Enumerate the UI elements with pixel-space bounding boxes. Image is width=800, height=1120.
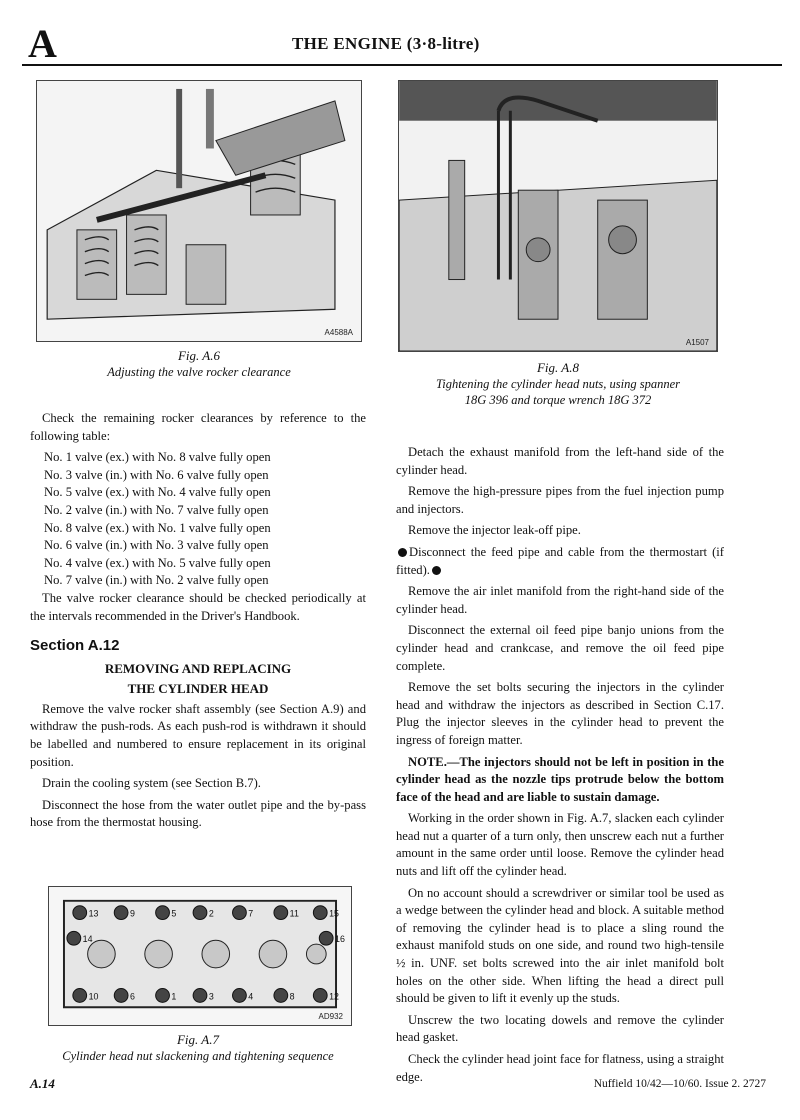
figure-code: AD932	[318, 1012, 343, 1021]
figure-a6-caption	[36, 348, 362, 380]
paragraph: Check the cylinder head joint face for flatness, using a straight edge.	[396, 1052, 724, 1084]
nut-sequence-label: 13	[88, 908, 99, 919]
nut-sequence-label: 12	[329, 991, 339, 1002]
table-row: No. 3 valve (in.) with No. 6 valve fully open	[44, 467, 269, 482]
table-intro: Check the remaining rocker clearances by reference to the following table:	[30, 411, 366, 443]
bullet-dot-icon	[398, 548, 407, 557]
section-letter: A	[28, 21, 57, 66]
cylinder-head-nut	[319, 931, 333, 945]
valve-clearance-table	[30, 449, 366, 590]
nut-sequence-label: 11	[289, 908, 299, 919]
paragraph: Remove the injector leak-off pipe.	[408, 523, 581, 538]
table-row: No. 6 valve (in.) with No. 3 valve fully open	[44, 538, 269, 553]
cylinder-head-nut	[193, 906, 207, 920]
issue-line: Nuffield 10/42—10/60. Issue 2. 2727	[593, 1078, 766, 1090]
figure-number: Fig. A.7	[176, 1032, 219, 1047]
cylinder-head-nut	[73, 906, 87, 920]
page-title: THE ENGINE (3·8-litre)	[292, 34, 480, 53]
paragraph: Remove the air inlet manifold from the right-hand side of the cylinder head.	[396, 584, 724, 616]
table-row: No. 7 valve (in.) with No. 2 valve fully open	[44, 573, 269, 588]
cylinder-head-nut	[313, 989, 327, 1003]
cylinder-head-nut	[156, 989, 170, 1003]
torque-wrench-drawing	[399, 81, 717, 351]
cylinder-head-nut	[274, 989, 288, 1003]
paragraph: Unscrew the two locating dowels and remove the cylinder head gasket.	[396, 1012, 724, 1045]
figure-number: Fig. A.6	[177, 348, 220, 363]
figure-caption-line-2: 18G 396 and torque wrench 18G 372	[464, 393, 652, 407]
cylinder-head-nut	[233, 906, 247, 920]
figure-caption-text: Adjusting the valve rocker clearance	[107, 365, 291, 379]
left-text-column	[30, 410, 366, 836]
paragraph: Remove the high-pressure pipes from the fuel injection pump and injectors.	[396, 484, 724, 516]
nut-sequence-label: 5	[171, 908, 177, 919]
table-row: No. 2 valve (in.) with No. 7 valve fully open	[44, 502, 269, 517]
note-paragraph: NOTE.—The injectors should not be left in position in the cylinder head as the nozzle tips protrude below the bottom face of the head and are liable to sustain damage.	[396, 754, 724, 804]
nut-sequence-label: 14	[82, 934, 93, 945]
paragraph-text: Disconnect the feed pipe and cable from the thermostart (if fitted).	[396, 544, 724, 577]
table-row: No. 1 valve (ex.) with No. 8 valve fully open	[44, 450, 271, 465]
valve-rocker-drawing	[37, 81, 361, 341]
periodic-check-paragraph: The valve rocker clearance should be checked periodically at the intervals recommended in the Driver's Handbook.	[30, 590, 366, 623]
table-row: No. 4 valve (ex.) with No. 5 valve fully open	[44, 555, 271, 570]
paragraph: Working in the order shown in Fig. A.7, slacken each cylinder head nut a quarter of a turn only, then unscrew each nut a further amount in the same order until loose. Remove the cylinder head nuts and lift off the cylinder head.	[396, 811, 724, 879]
cylinder-head-nut	[114, 906, 128, 920]
table-row: No. 8 valve (ex.) with No. 1 valve fully open	[44, 520, 271, 535]
nut-sequence-label: 10	[88, 991, 99, 1002]
figure-a7-caption	[30, 1032, 366, 1064]
paragraph: Remove the valve rocker shaft assembly (see Section A.9) and withdraw the push-rods. As each push-rod is withdrawn it should be labelled and numbered to ensure replacement in its original position.	[30, 701, 366, 769]
figure-a7-illustration	[48, 886, 352, 1026]
figure-a8-caption	[398, 360, 718, 408]
section-heading: Section A.12	[30, 637, 120, 655]
paragraph: Disconnect the external oil feed pipe banjo unions from the cylinder head and crankcase, and remove the oil feed pipe complete.	[396, 623, 724, 673]
paragraph: Disconnect the hose from the water outlet pipe and the by-pass hose from the thermostat housing.	[30, 797, 366, 830]
paragraph: On no account should a screwdriver or similar tool be used as a wedge between the cylinder head and block. A suitable method of removing the cylinder head is to place a sling round the exhaust manifold studs on one side, and round two high-tensile ½ in. UNF. set bolts screwed into the air inlet manifold bolt holes on the other side. When lifting the head a direct pull should be given to lift it evenly up the studs.	[396, 885, 724, 1006]
bullet-dot-icon	[432, 566, 441, 575]
sub-heading-line-1: REMOVING AND REPLACING	[104, 660, 292, 676]
cylinder-head-nut	[193, 989, 207, 1003]
nut-sequence-label: 15	[329, 908, 339, 919]
cylinder-head-nut	[274, 906, 288, 920]
figure-code: A4588A	[324, 328, 353, 337]
figure-number: Fig. A.8	[536, 360, 579, 375]
right-text-column	[396, 444, 724, 1090]
figure-a8-illustration	[398, 80, 718, 352]
nut-sequence-label: 4	[248, 991, 254, 1002]
cylinder-head-nut	[156, 906, 170, 920]
nut-sequence-label: 3	[208, 991, 214, 1002]
figure-code: A1507	[685, 338, 709, 347]
nut-sequence-label: 7	[248, 908, 254, 919]
sub-heading-line-2: THE CYLINDER HEAD	[127, 680, 269, 696]
nut-sequence-label: 6	[130, 991, 135, 1002]
nut-sequence-label: 2	[208, 908, 214, 919]
cylinder-head-nut	[67, 931, 81, 945]
table-row: No. 5 valve (ex.) with No. 4 valve fully open	[44, 485, 271, 500]
figure-caption-line-1: Tightening the cylinder head nuts, using spanner	[435, 377, 681, 391]
figure-a6-illustration	[36, 80, 362, 342]
cylinder-head-nut	[313, 906, 327, 920]
paragraph: Drain the cooling system (see Section B.7).	[42, 776, 261, 791]
cylinder-head-diagram	[49, 887, 351, 1025]
nut-sequence-label: 1	[171, 991, 177, 1002]
thermostart-paragraph	[396, 544, 724, 579]
cylinder-head-nut	[73, 989, 87, 1003]
nut-sequence-label: 8	[289, 991, 295, 1002]
cylinder-head-nut	[114, 989, 128, 1003]
nut-sequence-label: 9	[130, 908, 135, 919]
page-header	[22, 22, 782, 66]
paragraph: Remove the set bolts securing the injectors in the cylinder head and withdraw the injectors as described in Section C.17. Plug the injector sleeves in the cylinder head to prevent the ingress of foreign matter.	[396, 680, 724, 747]
figure-caption-text: Cylinder head nut slackening and tightening sequence	[62, 1049, 334, 1063]
page-number: A.14	[30, 1076, 55, 1091]
paragraph: Detach the exhaust manifold from the left-hand side of the cylinder head.	[396, 445, 724, 477]
cylinder-head-nut	[233, 989, 247, 1003]
nut-sequence-label: 16	[335, 934, 345, 945]
